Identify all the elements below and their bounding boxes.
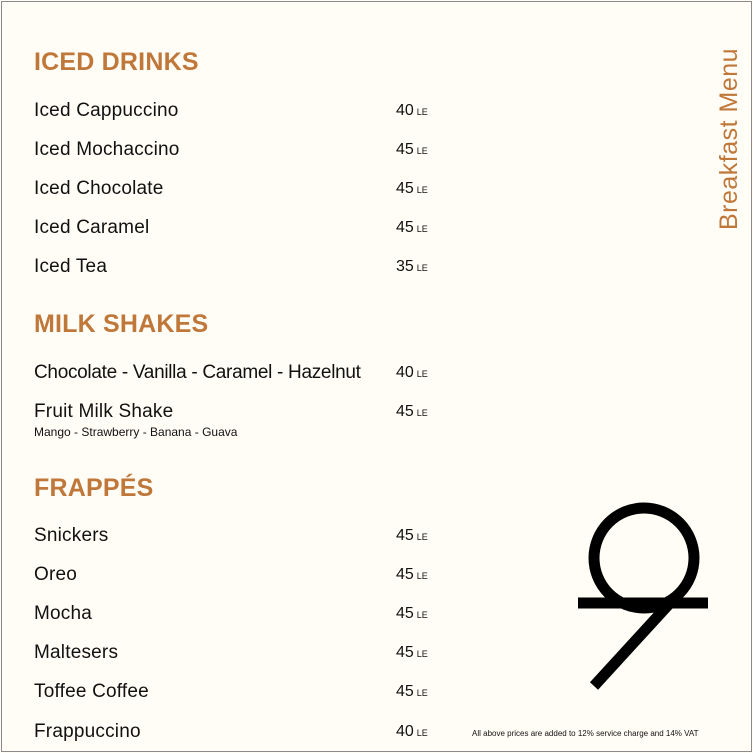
- circle-cross-logo-icon: [574, 502, 714, 692]
- menu-item: [34, 256, 434, 282]
- menu-item: [34, 721, 434, 747]
- price-value: 45: [396, 141, 414, 158]
- item-name: Iced Cappuccino: [34, 100, 179, 121]
- price-value: 40: [396, 723, 414, 740]
- item-description: Mango - Strawberry - Banana - Guava: [34, 425, 238, 439]
- item-price: [396, 180, 428, 198]
- item-name: Maltesers: [34, 642, 119, 663]
- price-unit: LE: [416, 532, 428, 542]
- item-name: Iced Chocolate: [34, 178, 164, 199]
- price-unit: LE: [416, 185, 428, 195]
- price-value: 45: [396, 644, 414, 661]
- price-unit: LE: [416, 408, 428, 418]
- menu-item: [34, 642, 434, 668]
- price-value: 45: [396, 683, 414, 700]
- item-price: [396, 102, 428, 120]
- price-unit: LE: [416, 571, 428, 581]
- item-price: [396, 527, 428, 545]
- menu-item: [34, 217, 434, 243]
- item-name: Snickers: [34, 525, 109, 546]
- menu-item: [34, 681, 434, 707]
- price-unit: LE: [416, 688, 428, 698]
- item-price: [396, 258, 428, 276]
- item-price: [396, 683, 428, 701]
- price-value: 45: [396, 403, 414, 420]
- item-name: Mocha: [34, 603, 93, 624]
- price-value: 45: [396, 180, 414, 197]
- price-value: 45: [396, 566, 414, 583]
- item-price: [396, 644, 428, 662]
- price-unit: LE: [416, 610, 428, 620]
- menu-item: [34, 139, 434, 165]
- item-price: [396, 566, 428, 584]
- item-name: Toffee Coffee: [34, 681, 149, 702]
- item-price: [396, 219, 428, 237]
- item-price: [396, 141, 428, 159]
- price-unit: LE: [416, 649, 428, 659]
- price-unit: LE: [416, 224, 428, 234]
- menu-item: [34, 525, 434, 551]
- price-unit: LE: [416, 728, 428, 738]
- item-name: Fruit Milk Shake: [34, 401, 174, 422]
- price-unit: LE: [416, 263, 428, 273]
- item-name: Iced Mochaccino: [34, 139, 180, 160]
- menu-item: [34, 100, 434, 126]
- price-unit: LE: [416, 369, 428, 379]
- item-price: [396, 403, 428, 421]
- section-title-iced-drinks: ICED DRINKS: [34, 48, 199, 76]
- breakfast-menu-title: Breakfast Menu: [715, 47, 743, 230]
- item-name: Oreo: [34, 564, 78, 585]
- item-name: Chocolate - Vanilla - Caramel - Hazelnut: [34, 362, 361, 383]
- price-value: 40: [396, 102, 414, 119]
- section-title-milk-shakes: MILK SHAKES: [34, 310, 209, 338]
- price-value: 45: [396, 219, 414, 236]
- item-price: [396, 723, 428, 741]
- price-unit: LE: [416, 146, 428, 156]
- footnote: All above prices are added to 12% service charge and 14% VAT: [472, 729, 699, 738]
- price-value: 45: [396, 605, 414, 622]
- price-value: 40: [396, 364, 414, 381]
- menu-item: [34, 603, 434, 629]
- price-value: 45: [396, 527, 414, 544]
- item-name: Iced Caramel: [34, 217, 150, 238]
- menu-page: [1, 1, 752, 752]
- price-unit: LE: [416, 107, 428, 117]
- item-price: [396, 364, 428, 382]
- menu-item: [34, 401, 434, 439]
- item-price: [396, 605, 428, 623]
- menu-item: [34, 362, 434, 388]
- menu-item: [34, 178, 434, 204]
- item-name: Frappuccino: [34, 721, 141, 742]
- price-value: 35: [396, 258, 414, 275]
- section-title-frappes: FRAPPÉS: [34, 474, 154, 502]
- item-name: Iced Tea: [34, 256, 108, 277]
- menu-item: [34, 564, 434, 590]
